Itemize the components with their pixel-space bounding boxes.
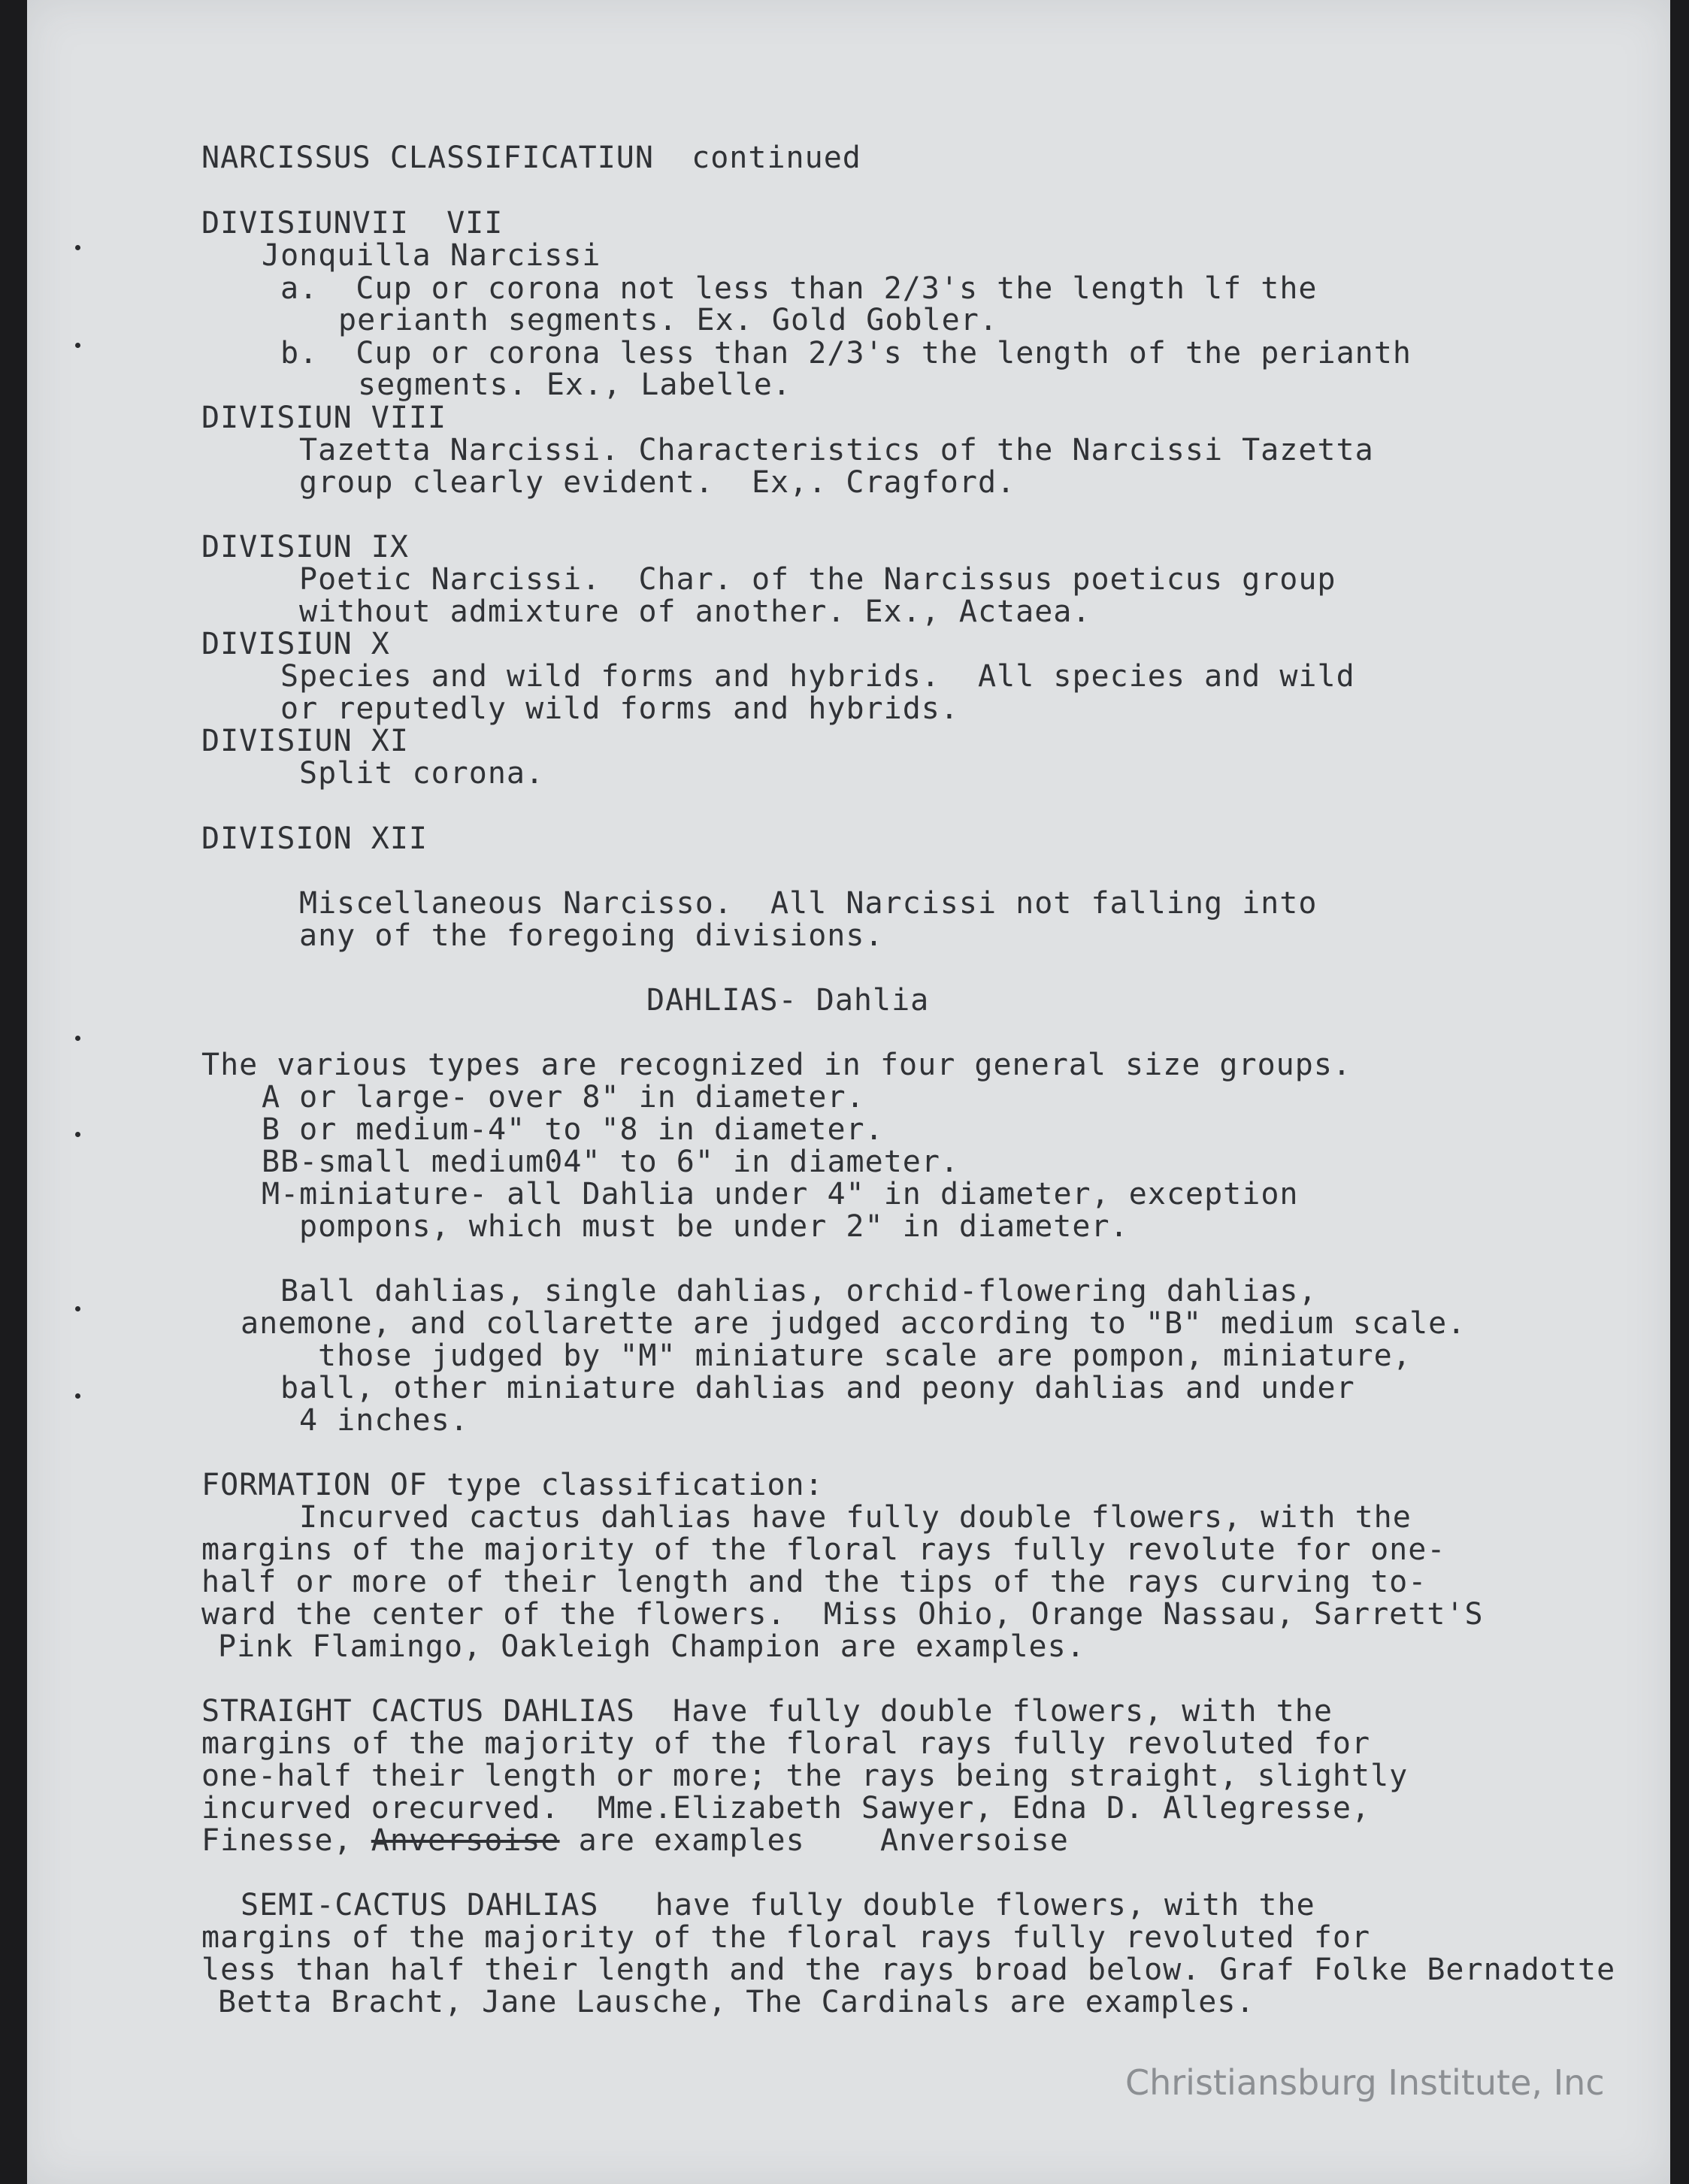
division-xii-line2: any of the foregoing divisions. — [299, 918, 884, 953]
formation-line3: half or more of their length and the tips of the rays curving to- — [201, 1565, 1427, 1599]
judging-line4: ball, other miniature dahlias and peony dahlias and under — [280, 1371, 1355, 1405]
page-heading: NARCISSUS CLASSIFICATIUN continued — [201, 141, 861, 175]
straight-cactus-line5 — [201, 1823, 1069, 1858]
size-group-b: B or medium-4" to "8 in diameter. — [262, 1112, 884, 1147]
formation-title: FORMATION OF type classification: — [201, 1468, 824, 1502]
formation-line2: margins of the majority of the floral rays fully revolute for one- — [201, 1532, 1446, 1567]
size-group-a: A or large- over 8" in diameter. — [262, 1080, 865, 1115]
margin-mark — [75, 1393, 80, 1399]
judging-line1: Ball dahlias, single dahlias, orchid-flowering dahlias, — [280, 1274, 1318, 1308]
division-ix-line2: without admixture of another. Ex., Actaea. — [299, 594, 1091, 629]
division-vii-name: Jonquilla Narcissi — [262, 238, 601, 273]
division-vii-b-line1: b. Cup or corona less than 2/3's the length of the perianth — [280, 336, 1412, 371]
division-x-line1: Species and wild forms and hybrids. All species and wild — [280, 659, 1355, 694]
division-ix-title: DIVISIUN IX — [201, 530, 409, 564]
margin-mark — [75, 1132, 80, 1137]
margin-mark — [75, 343, 80, 348]
formation-line5: Pink Flamingo, Oakleigh Champion are examples. — [218, 1629, 1085, 1664]
division-x-line2: or reputedly wild forms and hybrids. — [280, 691, 959, 726]
typed-correction: Anversoise — [879, 1823, 1069, 1858]
judging-line2: anemone, and collarette are judged according to "B" medium scale. — [241, 1306, 1467, 1341]
division-vii-a-line1: a. Cup or corona not less than 2/3's the length lf the — [280, 271, 1318, 306]
struck-out-word: Anversoise — [371, 1823, 560, 1858]
division-viii-line2: group clearly evident. Ex,. Cragford. — [299, 465, 1016, 500]
size-group-m-line1: M-miniature- all Dahlia under 4" in diameter, exception — [262, 1177, 1299, 1211]
straight-cactus-line2: margins of the majority of the floral rays fully revoluted for — [201, 1726, 1371, 1761]
dahlias-heading: DAHLIAS- Dahlia — [646, 983, 930, 1018]
size-groups-intro: The various types are recognized in four general size groups. — [201, 1048, 1352, 1082]
formation-line1: Incurved cactus dahlias have fully double flowers, with the — [299, 1500, 1412, 1535]
watermark-text: Christiansburg Institute, Inc — [1125, 2062, 1605, 2103]
division-vii-title: DIVISIUNVII VII — [201, 206, 504, 240]
formation-line4: ward the center of the flowers. Miss Ohio, Orange Nassau, Sarrett'S — [201, 1597, 1484, 1632]
size-group-bb: BB-small medium04" to 6" in diameter. — [262, 1145, 960, 1179]
division-xi-line1: Split corona. — [299, 756, 545, 791]
straight-cactus-examples: are examples — [578, 1823, 805, 1858]
division-viii-line1: Tazetta Narcissi. Characteristics of the Narcissi Tazetta — [299, 433, 1374, 467]
semi-cactus-line1: SEMI-CACTUS DAHLIAS have fully double flowers, with the — [241, 1888, 1315, 1922]
margin-mark — [75, 1306, 80, 1311]
division-viii-title: DIVISIUN VIII — [201, 401, 447, 435]
semi-cactus-line4: Betta Bracht, Jane Lausche, The Cardinals are examples. — [218, 1985, 1255, 2019]
division-vii-b-line2: segments. Ex., Labelle. — [358, 368, 792, 402]
division-vii-a-line2: perianth segments. Ex. Gold Gobler. — [338, 303, 998, 337]
division-xii-title: DIVISION XII — [201, 821, 428, 856]
margin-mark — [75, 245, 80, 250]
straight-cactus-finesse: Finesse, — [201, 1823, 353, 1858]
division-x-title: DIVISIUN X — [201, 627, 390, 661]
judging-line3: those judged by "M" miniature scale are pompon, miniature, — [318, 1339, 1412, 1373]
judging-line5: 4 inches. — [299, 1403, 469, 1438]
semi-cactus-line3: less than half their length and the rays broad below. Graf Folke Bernadotte — [201, 1953, 1616, 1987]
straight-cactus-line3: one-half their length or more; the rays being straight, slightly — [201, 1759, 1409, 1793]
semi-cactus-line2: margins of the majority of the floral rays fully revoluted for — [201, 1920, 1371, 1955]
division-ix-line1: Poetic Narcissi. Char. of the Narcissus poeticus group — [299, 562, 1336, 597]
straight-cactus-line1: STRAIGHT CACTUS DAHLIAS Have fully double flowers, with the — [201, 1694, 1333, 1729]
margin-mark — [75, 1036, 80, 1041]
straight-cactus-line4: incurved orecurved. Mme.Elizabeth Sawyer, Edna D. Allegresse, — [201, 1791, 1371, 1826]
size-group-m-line2: pompons, which must be under 2" in diameter. — [299, 1209, 1129, 1244]
division-xii-line1: Miscellaneous Narcisso. All Narcissi not falling into — [299, 886, 1318, 921]
division-xi-title: DIVISIUN XI — [201, 724, 409, 758]
